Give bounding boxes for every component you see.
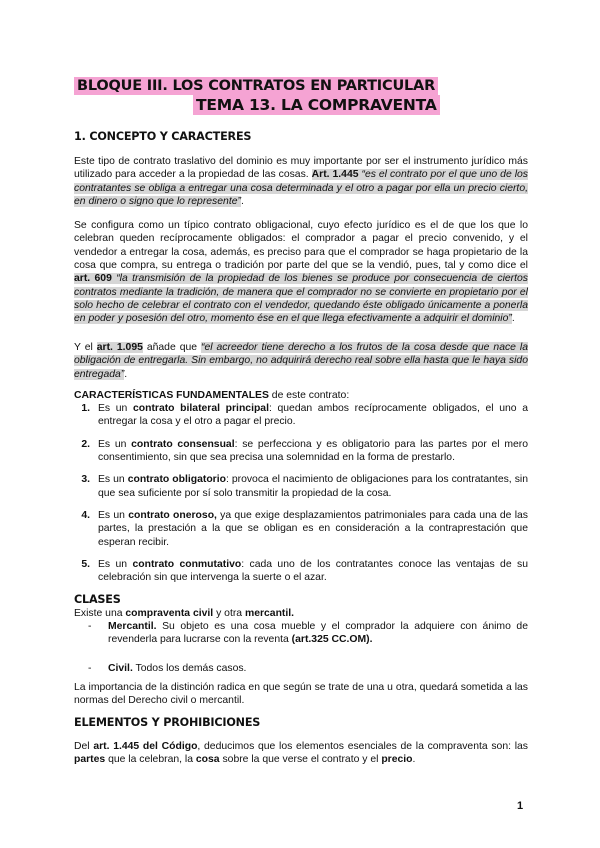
clases-list <box>74 620 528 675</box>
quote: “la transmisión de la propiedad de los bienes se produce por consecuencia de ciertos contratos mediante la tradición, de manera que el comprador no se convierte en propietario por el solo hecho de celebrar el contrato con el vendedor, quedando éste obligado únicamente a ponerla en poder y posesión del otro, momento ése en el que llega efectivamente a adquirir el dominio” <box>74 273 528 325</box>
list-item: - Mercantil. Su objeto es una cosa mueble y el comprador la adquiere con ánimo de revenderla para lucrarse con la reventa (art.325 CC.OM). <box>88 621 528 646</box>
article-ref: art. 1.095 <box>96 342 143 353</box>
characteristics-list <box>74 402 528 593</box>
block-title: BLOQUE III. LOS CONTRATOS EN PARTICULAR <box>74 77 438 96</box>
paragraph-importancia: La importancia de la distinción radica en que según se trate de una u otra, quedará sometida a las normas del Derecho civil o mercantil. <box>74 682 528 707</box>
characteristics-intro: CARACTERÍSTICAS FUNDAMENTALES de este contrato: <box>74 390 350 401</box>
article-ref: art. 609 <box>74 273 112 285</box>
paragraph-obligational: Se configura como un típico contrato obligacional, cuyo efecto jurídico es el de que los que lo celebran queden recíprocamente obligados: el comprador a pagar el precio convenido, y el vendedor a entregar la cosa, además, es preciso para que el comprador se haga propietario de la cosa que compra, su entrega o tradición por parte del que se la vendió, pues, tal y como dice el art. 609 “la transmisión de la propiedad de los bienes se produce por consecuencia de ciertos contratos mediante la tradición, de manera que el comprador no se convierte en propietario por el solo hecho de celebrar el contrato con el vendedor, quedando éste obligado únicamente a ponerla en poder y posesión del otro, momento ése en el que llega efectivamente a adquirir el dominio”. <box>74 220 528 325</box>
section-heading-clases: CLASES <box>74 593 121 606</box>
list-item: 4. Es un contrato oneroso, ya que exige desplazamientos patrimoniales para cada una de las partes, la prestación a la que se obligan es en consideración a la contraprestación que esperan recibir. <box>81 509 528 548</box>
section-heading-concepto: 1. CONCEPTO Y CARACTERES <box>74 130 252 143</box>
quote: “es el contrato por el que uno de los contratantes se obliga a entregar una cosa determinada y el otro a pagar por ella un precio cierto, en dinero o signo que lo represente” <box>74 169 528 207</box>
list-item: 2. Es un contrato consensual: se perfecciona y es obligatorio para las partes por el mero consentimiento, sin que sea precisa una solemnidad en la forma de prestarlo. <box>81 438 529 463</box>
paragraph-definition: Este tipo de contrato traslativo del dominio es muy importante por ser el instrumento jurídico más utilizado para acceder a la propiedad de las cosas. Art. 1.445 “es el contrato por el que uno de los contratantes se obliga a entregar una cosa determinada y el otro a pagar por ella un precio cierto, en dinero o signo que lo represente”. <box>74 156 528 207</box>
page-number: 1 <box>517 800 524 812</box>
quote: “el acreedor tiene derecho a los frutos de la cosa desde que nace la obligación de entregarla. Sin embargo, no adquirirá derecho real sobre ella hasta que le haya sido entregada” <box>74 342 528 380</box>
paragraph-elementos: Del art. 1.445 del Código, deducimos que los elementos esenciales de la compraventa son: las partes que la celebran, la cosa sobre la que verse el contrato y el precio. <box>74 741 528 766</box>
paragraph-frutos: Y el art. 1.095 añade que “el acreedor tiene derecho a los frutos de la cosa desde que nace la obligación de entregarla. Sin embargo, no adquirirá derecho real sobre ella hasta que le haya sido entregada”. <box>74 342 528 380</box>
clases-intro: Existe una compraventa civil y otra mercantil. <box>74 608 295 619</box>
article-ref: Art. 1.445 <box>311 169 359 181</box>
topic-title: TEMA 13. LA COMPRAVENTA <box>193 96 440 116</box>
list-item: 3. Es un contrato obligatorio: provoca el nacimiento de obligaciones para los contratantes, sin que sea suficiente por sí solo transmitir la propiedad de la cosa. <box>81 474 528 499</box>
section-heading-elementos: ELEMENTOS Y PROHIBICIONES <box>74 716 261 729</box>
list-item: 1. Es un contrato bilateral principal: quedan ambos recíprocamente obligados, el uno a entregar la cosa y el otro a pagar el precio. <box>81 403 528 428</box>
list-item: - Civil. Todos los demás casos. <box>88 662 247 674</box>
list-item: 5. Es un contrato conmutativo: cada uno de los contratantes conoce las ventajas de su celebración sin que intervenga la suerte o el azar. <box>81 558 528 584</box>
